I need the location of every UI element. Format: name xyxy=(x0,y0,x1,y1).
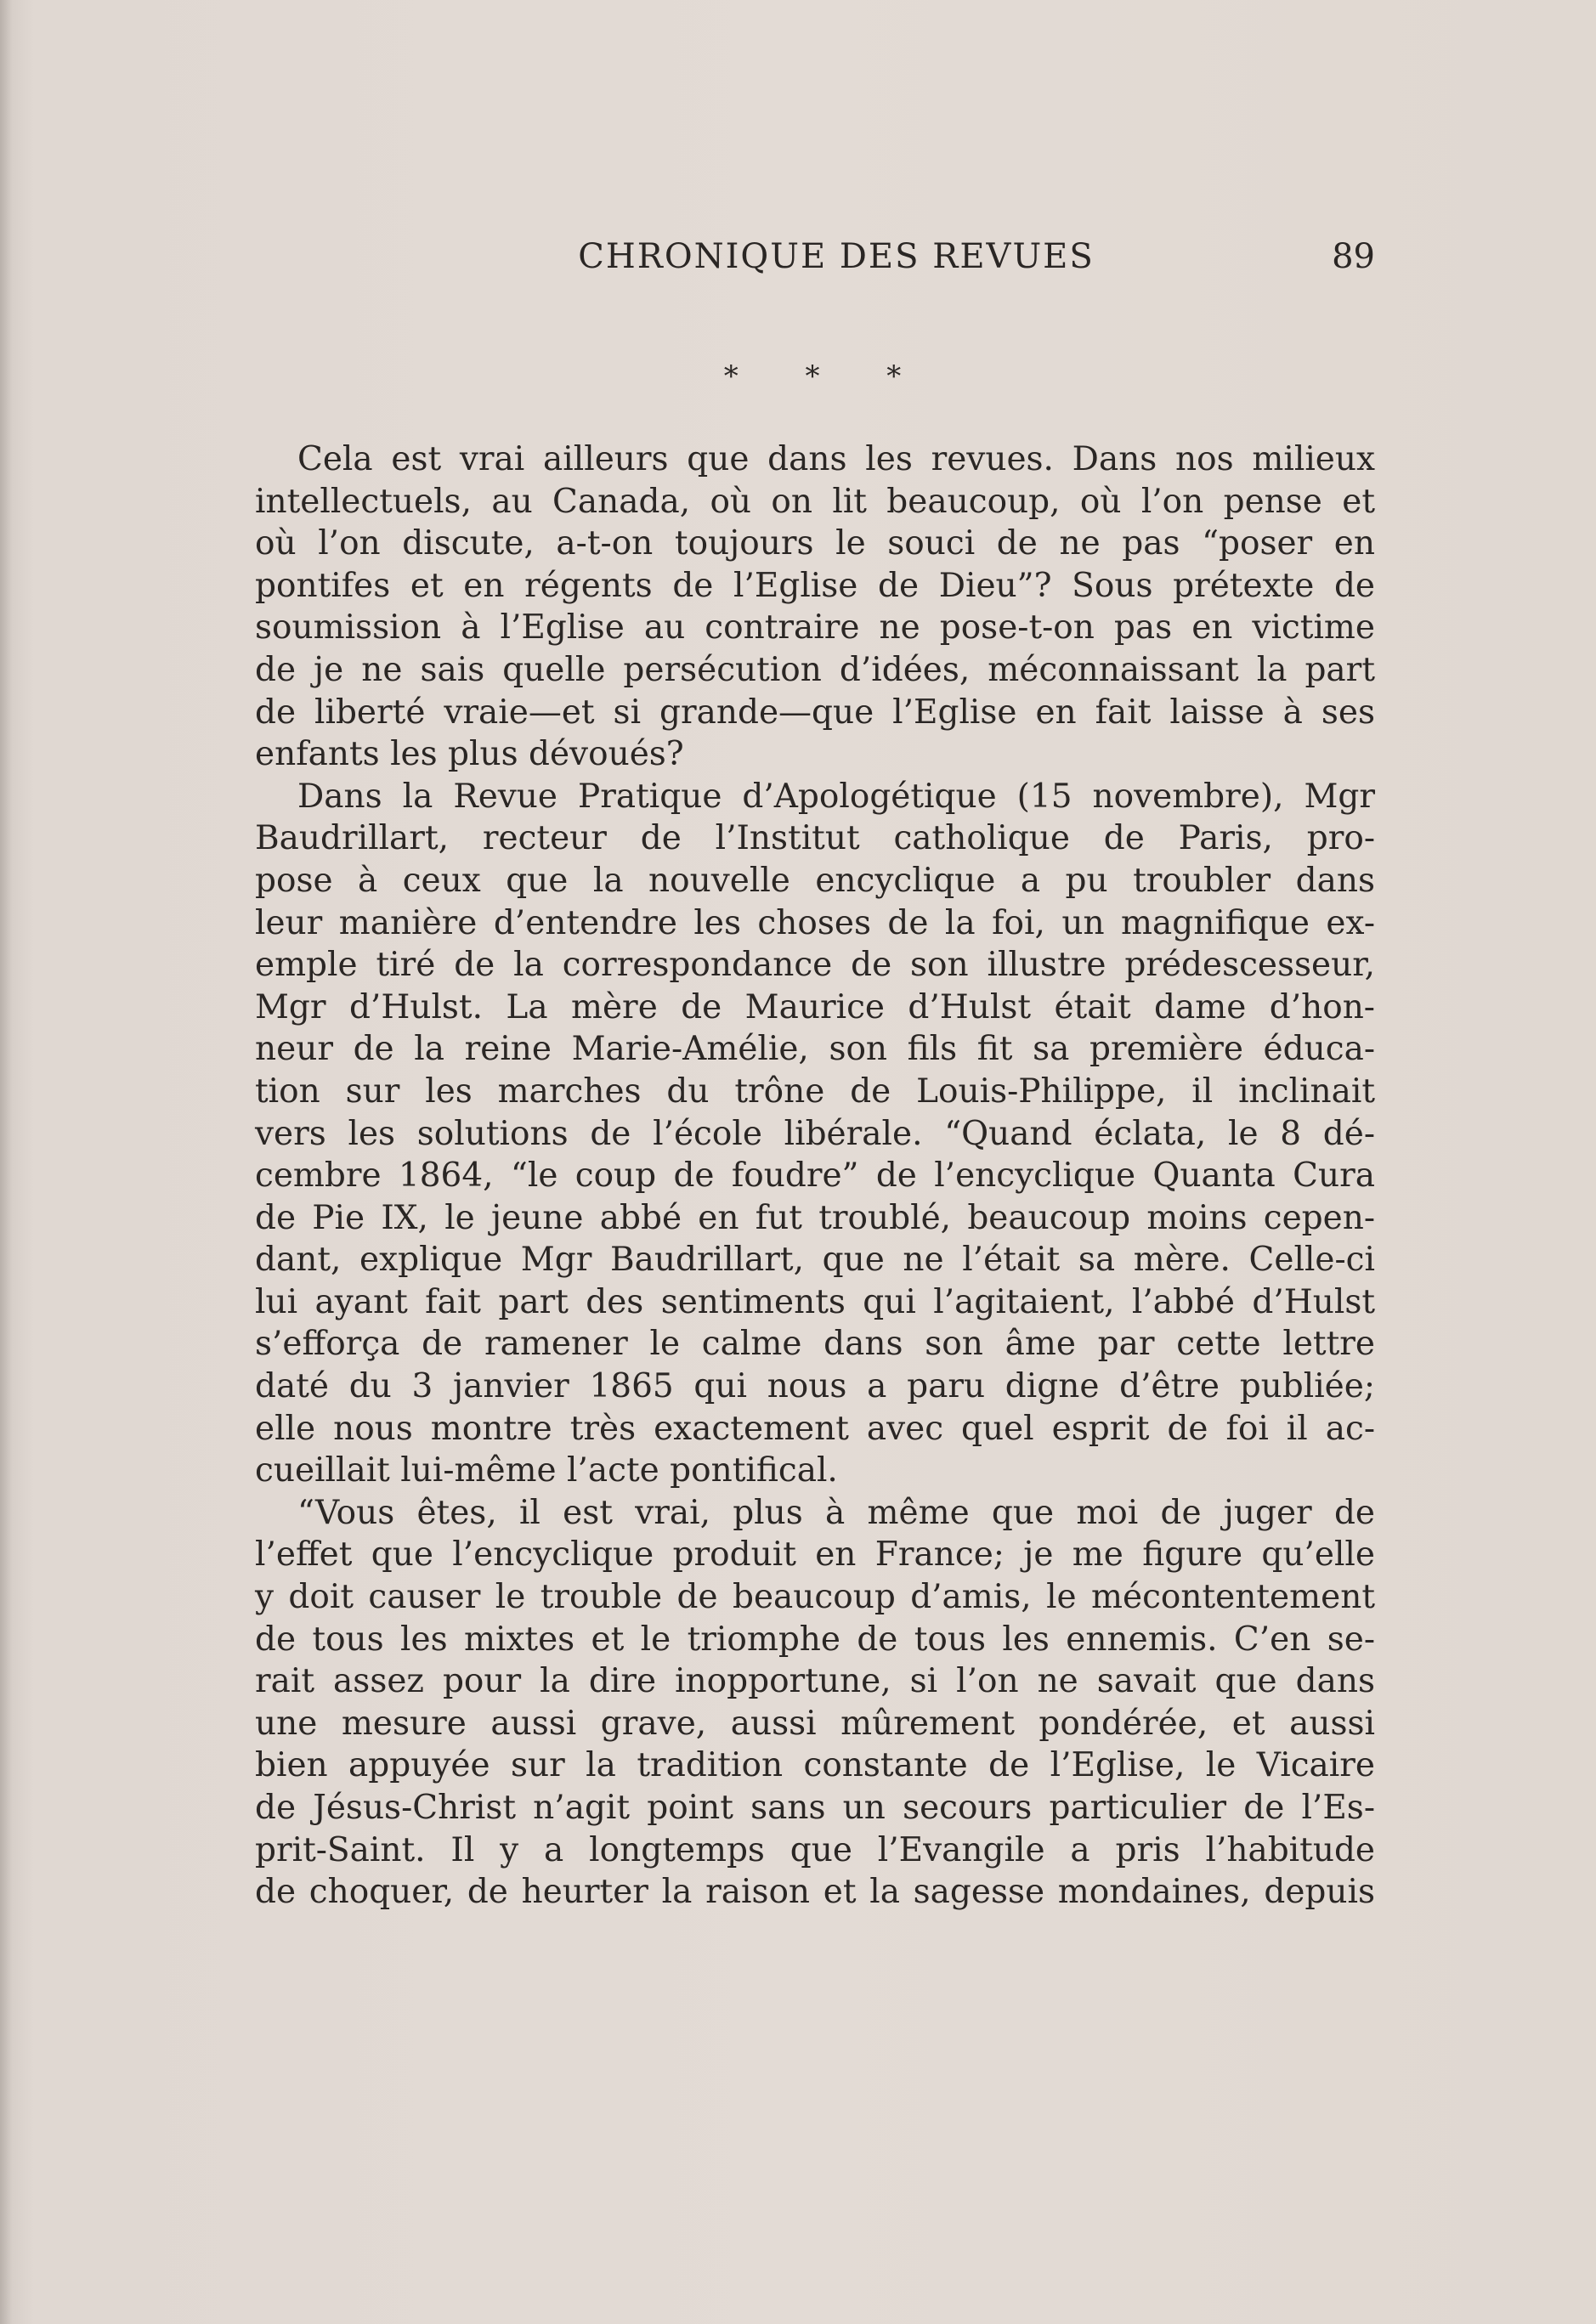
text-line: neur de la reine Marie-Amélie, son fils fit sa première éduca- xyxy=(255,1030,1375,1069)
text-line: y doit causer le trouble de beaucoup d’amis, le mécontentement xyxy=(255,1578,1375,1617)
text-line: vers les solutions de l’école libérale. “Quand éclata, le 8 dé- xyxy=(255,1114,1375,1153)
text-line: prit-Saint. Il y a longtemps que l’Evangile a pris l’habitude xyxy=(255,1830,1375,1869)
text-line: enfants les plus dévoués? xyxy=(255,735,684,774)
text-line: cueillait lui-même l’acte pontifical. xyxy=(255,1451,838,1490)
running-head: CHRONIQUE DES REVUES xyxy=(578,237,1095,276)
paragraph-3 xyxy=(255,1492,1375,1914)
text-line: cembre 1864, “le coup de foudre” de l’encyclique Quanta Cura xyxy=(255,1156,1375,1196)
text-line: daté du 3 janvier 1865 qui nous a paru digne d’être publiée; xyxy=(255,1367,1375,1406)
text-line: Mgr d’Hulst. La mère de Maurice d’Hulst était dame d’hon- xyxy=(255,987,1375,1026)
text-line: lui ayant fait part des sentiments qui l’agitaient, l’abbé d’Hulst xyxy=(255,1282,1375,1321)
text-line: une mesure aussi grave, aussi mûrement pondérée, et aussi xyxy=(255,1704,1375,1743)
page-number: 89 xyxy=(1332,237,1375,276)
text-line: de tous les mixtes et le triomphe de tous les ennemis. C’en se- xyxy=(255,1620,1375,1659)
paragraph-2 xyxy=(255,776,1375,1492)
text-line: rait assez pour la dire inopportune, si l’on ne savait que dans xyxy=(255,1662,1375,1701)
text-line: de Jésus-Christ n’agit point sans un secours particulier de l’Es- xyxy=(255,1789,1375,1827)
paragraph-1 xyxy=(255,438,1375,776)
text-line: Cela est vrai ailleurs que dans les revues. Dans nos milieux xyxy=(297,440,1375,478)
binding-edge xyxy=(0,0,12,2324)
text-line: Dans la Revue Pratique d’Apologétique (15 novembre), Mgr xyxy=(297,777,1375,816)
text-line: dant, explique Mgr Baudrillart, que ne l’était sa mère. Celle-ci xyxy=(255,1241,1375,1280)
text-line: s’efforça de ramener le calme dans son âme par cette lettre xyxy=(255,1325,1375,1364)
body-text xyxy=(255,438,1375,1914)
text-line: “Vous êtes, il est vrai, plus à même que moi de juger de xyxy=(297,1493,1375,1532)
text-line: de liberté vraie—et si grande—que l’Eglise en fait laisse à ses xyxy=(255,693,1375,732)
text-line: soumission à l’Eglise au contraire ne pose-t-on pas en victime xyxy=(255,608,1375,647)
text-line: emple tiré de la correspondance de son illustre prédescesseur, xyxy=(255,946,1375,985)
text-line: bien appuyée sur la tradition constante de l’Eglise, le Vicaire xyxy=(255,1746,1375,1785)
text-line: de Pie IX, le jeune abbé en fut troublé, beaucoup moins cepen- xyxy=(255,1198,1375,1237)
section-separator: * * * xyxy=(723,359,931,393)
text-line: où l’on discute, a-t-on toujours le souci de ne pas “poser en xyxy=(255,524,1375,563)
text-line: elle nous montre très exactement avec quel esprit de foi il ac- xyxy=(255,1409,1375,1448)
text-line: leur manière d’entendre les choses de la foi, un magnifique ex- xyxy=(255,903,1375,942)
text-line: intellectuels, au Canada, où on lit beaucoup, où l’on pense et xyxy=(255,482,1375,521)
text-line: pose à ceux que la nouvelle encyclique a pu troubler dans xyxy=(255,861,1375,900)
text-line: de je ne sais quelle persécution d’idées, méconnaissant la part xyxy=(255,650,1375,689)
text-line: tion sur les marches du trône de Louis-Philippe, il inclinait xyxy=(255,1072,1375,1111)
page-header xyxy=(255,231,1375,282)
text-line: pontifes et en régents de l’Eglise de Dieu”? Sous prétexte de xyxy=(255,566,1375,605)
text-line: l’effet que l’encyclique produit en France; je me figure qu’elle xyxy=(255,1535,1375,1575)
text-line: Baudrillart, recteur de l’Institut catholique de Paris, pro- xyxy=(255,819,1375,858)
text-line: de choquer, de heurter la raison et la sagesse mondaines, depuis xyxy=(255,1873,1375,1912)
